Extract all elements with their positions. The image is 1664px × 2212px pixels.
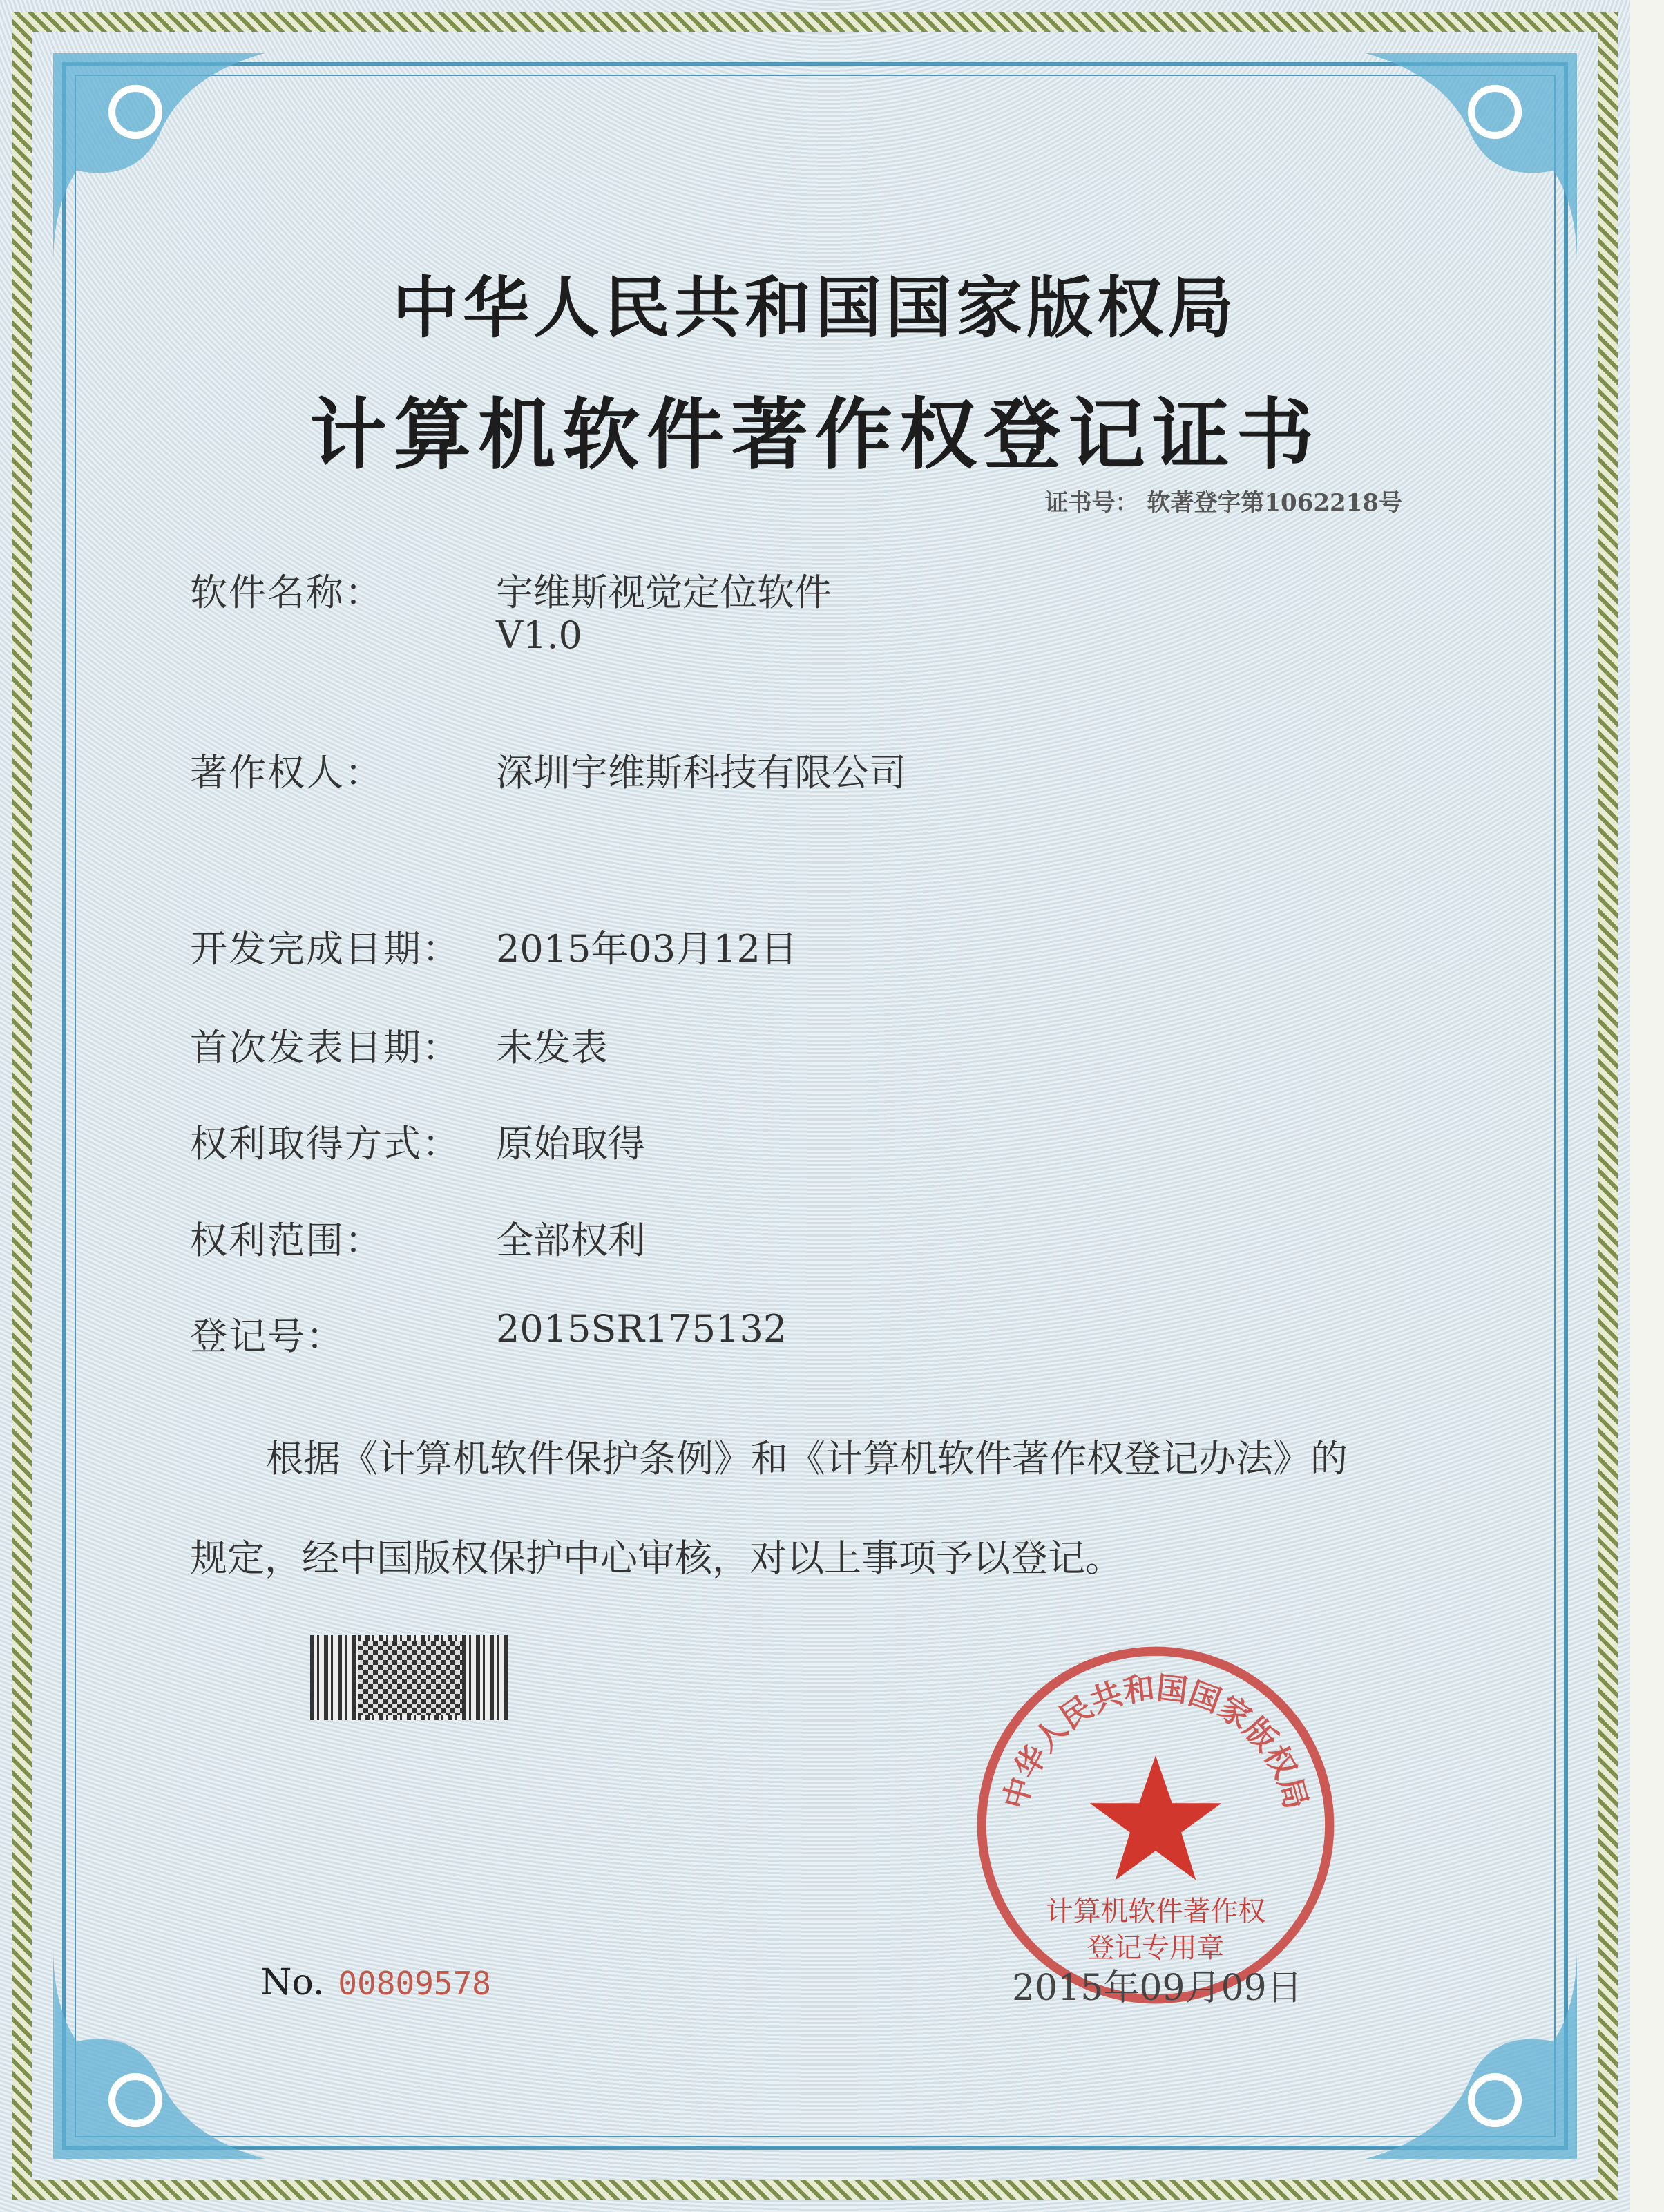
field-value: 2015SR175132 bbox=[496, 1307, 787, 1351]
field-label: 权利范围： bbox=[190, 1219, 383, 1262]
corner-ornament-icon bbox=[41, 41, 276, 276]
statement-line-2: 规定，经中国版权保护中心审核，对以上事项予以登记。 bbox=[190, 1536, 1122, 1580]
field-label: 著作权人： bbox=[190, 751, 383, 794]
field-value: 原始取得 bbox=[496, 1122, 645, 1165]
field-label: 登记号： bbox=[190, 1315, 345, 1358]
field-value: 宇维斯视觉定位软件 bbox=[496, 571, 832, 614]
field-label: 软件名称： bbox=[190, 571, 383, 614]
certificate-title: 计算机软件著作权登记证书 bbox=[309, 390, 1321, 480]
corner-ornament-icon bbox=[41, 1936, 276, 2171]
authority-title: 中华人民共和国国家版权局 bbox=[392, 269, 1238, 347]
issue-date: 2015年09月09日 bbox=[1012, 1967, 1303, 2009]
serial-value: 00809578 bbox=[338, 1965, 491, 2002]
field-registration-no bbox=[190, 1307, 787, 1360]
field-completion-date bbox=[190, 919, 798, 973]
seal-outer-text: 中华人民共和国国家版权局 bbox=[996, 1669, 1315, 1813]
serial-number bbox=[260, 1962, 491, 2003]
field-value: 深圳宇维斯科技有限公司 bbox=[496, 751, 906, 794]
field-label: 开发完成日期： bbox=[190, 927, 461, 971]
field-label: 首次发表日期： bbox=[190, 1026, 461, 1069]
certificate-number bbox=[1045, 484, 1402, 517]
field-value: 2015年03月12日 bbox=[496, 927, 798, 971]
star-icon bbox=[1090, 1755, 1222, 1880]
field-software-name bbox=[190, 563, 832, 616]
field-copyright-owner bbox=[190, 743, 906, 797]
statement-line-1: 根据《计算机软件保护条例》和《计算机软件著作权登记办法》的 bbox=[266, 1437, 1348, 1480]
official-seal bbox=[973, 1642, 1339, 2008]
field-first-publication bbox=[190, 1018, 608, 1071]
seal-inner-line-1: 计算机软件著作权 bbox=[1045, 1895, 1266, 1927]
field-label: 权利取得方式： bbox=[190, 1122, 461, 1165]
cert-no-value: 软著登字第1062218号 bbox=[1147, 489, 1402, 517]
seal-inner-line-2: 登记专用章 bbox=[1087, 1932, 1225, 1964]
corner-ornament-icon bbox=[1354, 41, 1589, 276]
field-acquisition bbox=[190, 1114, 645, 1167]
field-value: V1.0 bbox=[496, 613, 582, 657]
field-software-version bbox=[496, 613, 582, 657]
cert-no-label: 证书号： bbox=[1044, 489, 1139, 517]
serial-label: No. bbox=[260, 1962, 325, 2003]
field-rights-scope bbox=[190, 1211, 645, 1264]
field-value: 未发表 bbox=[496, 1026, 608, 1069]
corner-ornament-icon bbox=[1354, 1936, 1589, 2171]
qr-barcode bbox=[310, 1635, 508, 1720]
field-value: 全部权利 bbox=[496, 1219, 645, 1262]
